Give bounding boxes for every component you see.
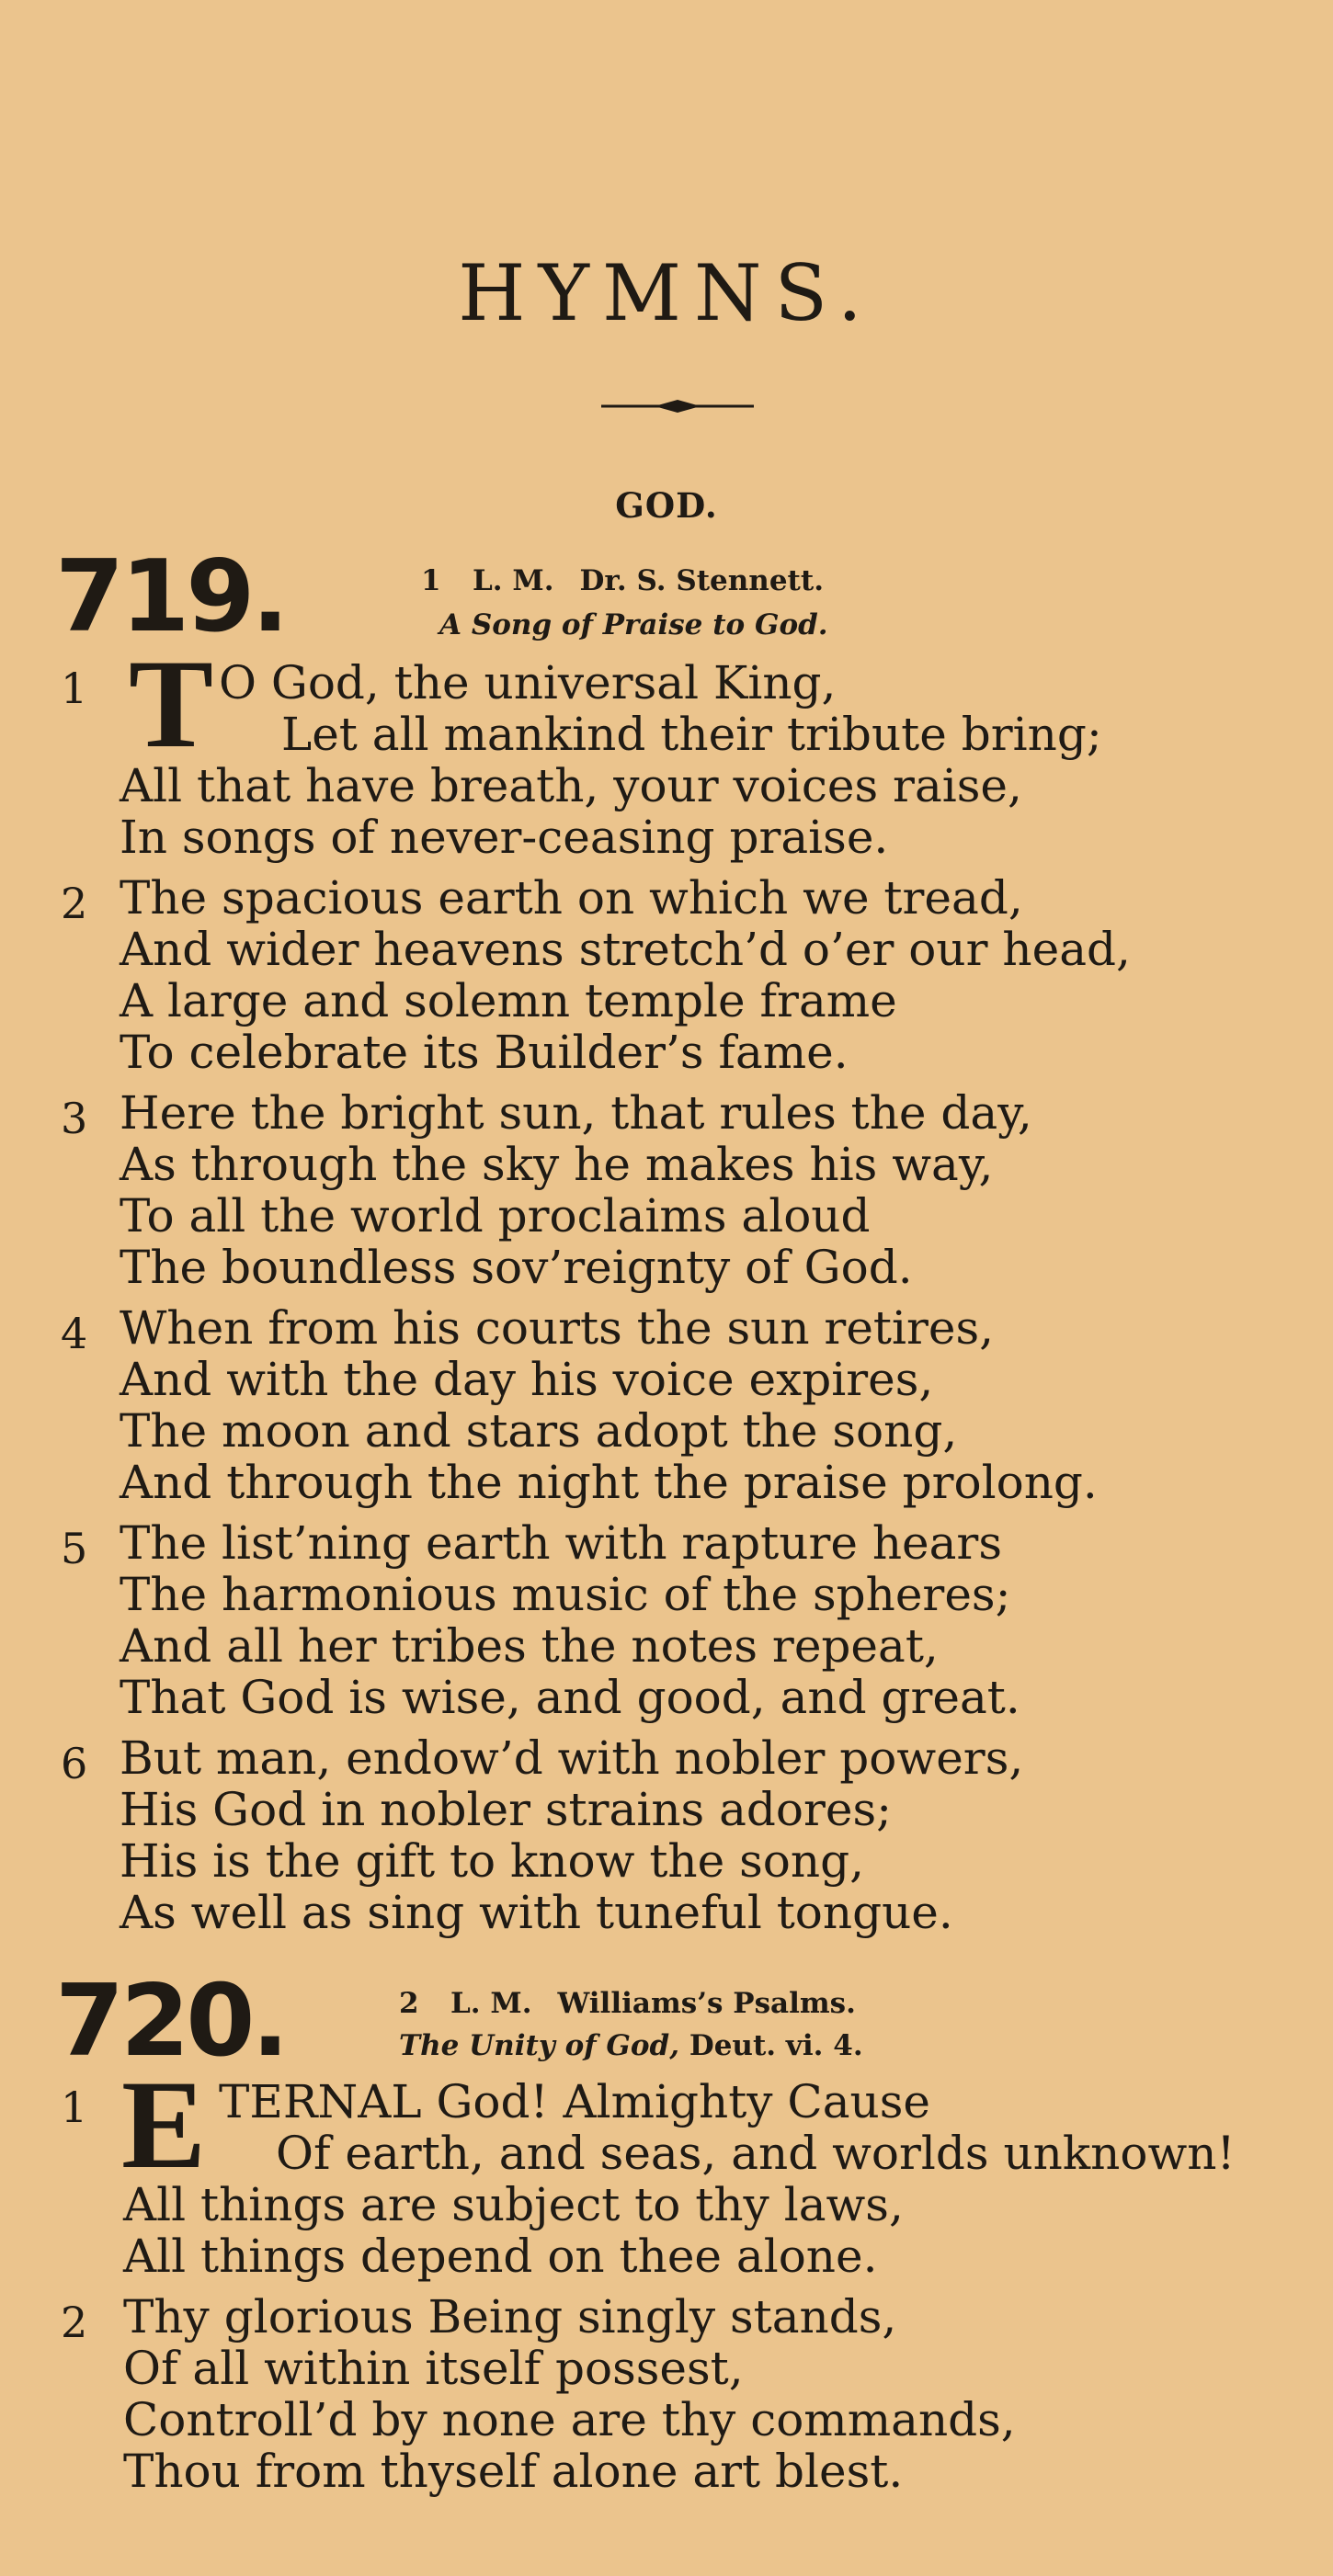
verse-number: 2 [61,879,88,928]
hymn-subtitle [439,608,828,641]
meter: L. M. [450,1987,532,2020]
verse-line: Here the bright sun, that rules the day, [120,1086,1032,1140]
verse-line: To all the world proclaims aloud [120,1189,871,1243]
verse-line: The boundless sov’reignty of God. [120,1241,913,1294]
verse-line: And with the day his voice expires, [120,1353,934,1406]
verse-line: In songs of never-ceasing praise. [120,811,889,864]
hymn-subtitle [399,2029,863,2062]
verse-line: Thy glorious Being singly stands, [123,2290,897,2343]
meta-number: 2 [399,1987,419,2020]
verse-number: 1 [61,664,88,713]
verse-line: His is the gift to know the song, [120,1834,864,1888]
verse-line: And wider heavens stretch’d o’er our head, [120,923,1131,976]
verse-number: 3 [61,1094,88,1143]
page-title: HYMNS. [458,248,875,338]
hymn-meta [399,1987,856,2020]
verse-number: 2 [61,2298,88,2347]
verse-line: O God, the universal King, [219,656,837,709]
verse-line: Of earth, and seas, and worlds unknown! [276,2127,1236,2180]
verse-line: That God is wise, and good, and great. [120,1671,1020,1724]
verse-number: 1 [61,2082,88,2132]
hymn-number: 719. [55,539,286,654]
verse-line: Thou from thyself alone art blest. [123,2445,904,2498]
verse-line: To celebrate its Builder’s fame. [120,1026,849,1079]
subtitle-text: A Song of Praise to God. [439,608,828,641]
verse-number: 6 [61,1739,88,1788]
subtitle-text: The Unity of God, [399,2029,680,2062]
verse-line: Let all mankind their tribute bring; [281,708,1102,761]
verse-line: His God in nobler strains adores; [120,1783,892,1836]
scripture-reference: Deut. vi. 4. [689,2029,863,2062]
ornament-divider [601,397,754,415]
verse-line: And all her tribes the notes repeat, [120,1619,939,1673]
verse-line: All things are subject to thy laws, [123,2178,904,2231]
verse-line: TERNAL God! Almighty Cause [219,2075,930,2128]
author: Williams’s Psalms. [557,1987,856,2020]
verse-line: All things depend on thee alone. [123,2230,878,2283]
verse-line: Of all within itself possest, [123,2342,744,2395]
verse-line: All that have breath, your voices raise, [120,759,1022,812]
author: Dr. S. Stennett. [579,564,824,597]
meta-number: 1 [421,564,441,597]
dropcap: T [129,633,214,774]
verse-line: And through the night the praise prolong. [120,1456,1098,1509]
verse-line: The spacious earth on which we tread, [120,871,1023,925]
hymn-number: 720. [55,1964,286,2079]
verse-number: 4 [61,1309,88,1358]
verse-line: The moon and stars adopt the song, [120,1404,958,1458]
dropcap: E [121,2054,207,2195]
verse-line: A large and solemn temple frame [120,974,897,1027]
section-heading: GOD. [615,485,718,526]
verse-line: As through the sky he makes his way, [120,1138,994,1191]
verse-line: The harmonious music of the spheres; [120,1568,1011,1621]
verse-number: 5 [61,1524,88,1573]
verse-line: When from his courts the sun retires, [120,1301,995,1355]
hymn-meta [421,564,824,597]
meter: L. M. [473,564,554,597]
verse-line: But man, endow’d with nobler powers, [120,1731,1024,1785]
verse-line: Controll’d by none are thy commands, [123,2393,1016,2446]
verse-line: As well as sing with tuneful tongue. [120,1886,953,1939]
verse-line: The list’ning earth with rapture hears [120,1516,1002,1570]
